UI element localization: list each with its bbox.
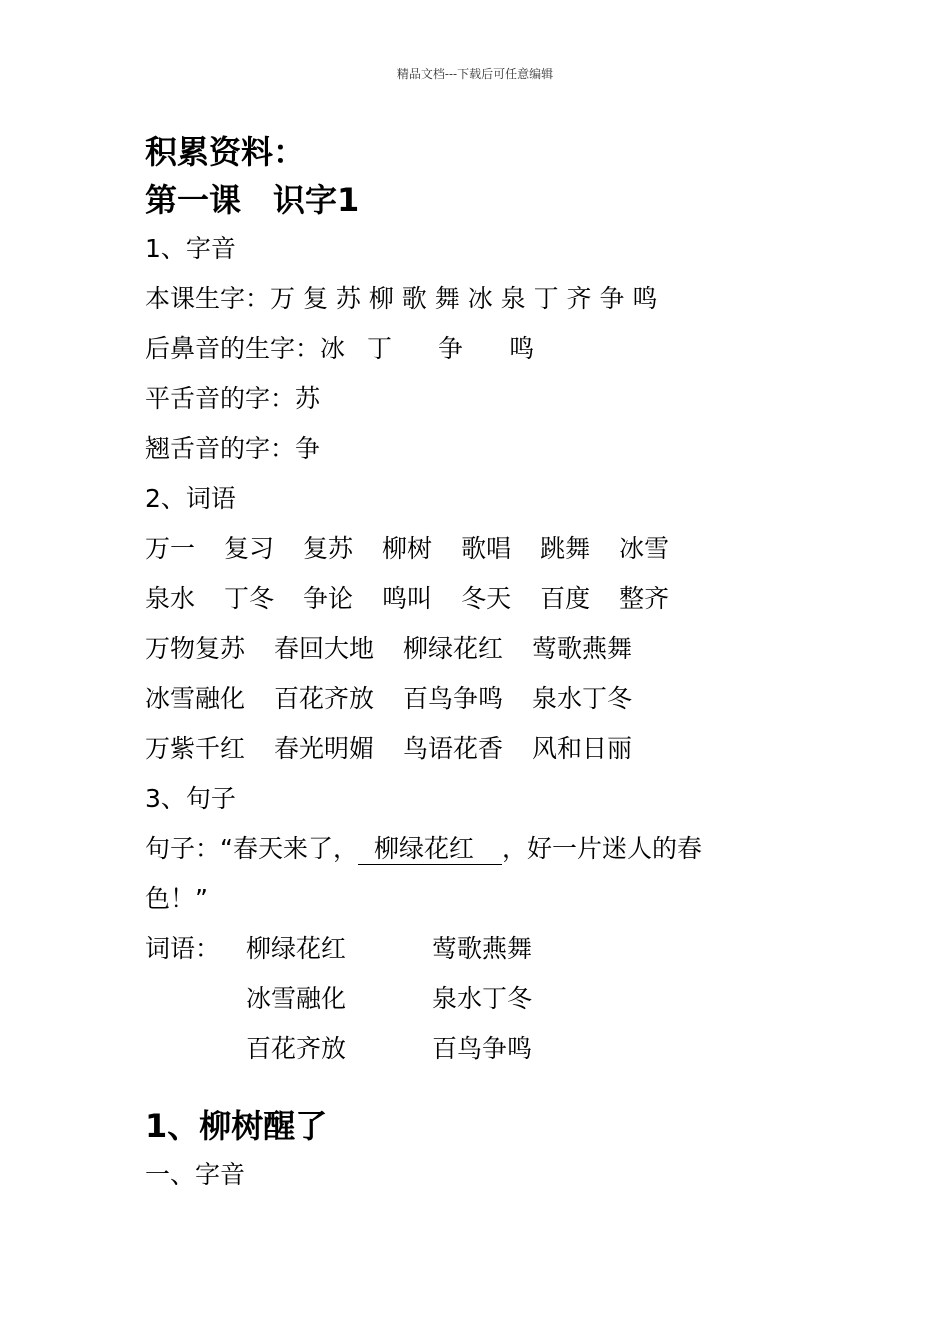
word-item: 复习 — [224, 534, 275, 563]
idiom-item: 春光明媚 — [274, 734, 375, 763]
vocab-item: 泉水丁冬 — [432, 984, 533, 1013]
idiom-item: 风和日丽 — [532, 734, 633, 763]
new-chars-label: 本课生字： — [145, 284, 271, 313]
section-spacer — [145, 1074, 845, 1102]
page-header: 精品文档---下载后可任意编辑 — [396, 67, 554, 81]
word-item: 争论 — [303, 584, 354, 613]
main-title: 积累资料： — [145, 133, 306, 171]
sentence-prefix: 句子：“春天来了， — [145, 834, 358, 863]
word-item: 复苏 — [303, 534, 354, 563]
word-item: 泉水 — [145, 584, 196, 613]
word-item: 万一 — [145, 534, 196, 563]
back-nasal-char: 鸣 — [509, 334, 535, 363]
vocab-item: 莺歌燕舞 — [432, 934, 533, 963]
section-sentence-title: 3、句子 — [145, 784, 236, 813]
idiom-item: 百鸟争鸣 — [403, 684, 504, 713]
word-item: 整齐 — [619, 584, 670, 613]
word-item: 歌唱 — [461, 534, 512, 563]
idiom-item: 万物复苏 — [145, 634, 246, 663]
sentence-blank: 柳绿花红 — [358, 834, 502, 865]
idiom-item: 柳绿花红 — [403, 634, 504, 663]
new-chars-list: 万 复 苏 柳 歌 舞 冰 泉 丁 齐 争 鸣 — [270, 284, 658, 313]
idiom-item: 鸟语花香 — [403, 734, 504, 763]
back-nasal-char: 丁 — [367, 334, 393, 363]
vocab-item: 冰雪融化 — [246, 984, 347, 1013]
vocab-item: 百花齐放 — [246, 1034, 347, 1063]
words-row — [145, 524, 845, 574]
idiom-item: 万紫千红 — [145, 734, 246, 763]
section-pronunciation-title: 1、字音 — [145, 234, 236, 263]
vocab-row — [145, 974, 845, 1024]
word-item: 丁冬 — [224, 584, 275, 613]
idiom-item: 泉水丁冬 — [532, 684, 633, 713]
vocab-item: 柳绿花红 — [246, 934, 347, 963]
back-nasal-label: 后鼻音的生字： — [145, 334, 321, 363]
lesson2-title: 1、柳树醒了 — [145, 1107, 328, 1145]
idioms-row — [145, 624, 845, 674]
word-item: 冰雪 — [619, 534, 670, 563]
flat-tongue-line: 平舌音的字：苏 — [145, 384, 321, 413]
sentence-line — [145, 824, 845, 874]
back-nasal-line — [145, 324, 845, 374]
lesson2-section-title: 一、字音 — [145, 1160, 246, 1189]
lesson1-title: 第一课 识字1 — [145, 181, 360, 219]
vocab-row — [145, 924, 845, 974]
words-row — [145, 574, 845, 624]
sentence-end-line: 色！” — [145, 884, 208, 913]
document-body — [145, 128, 845, 1200]
curled-tongue-line: 翘舌音的字：争 — [145, 434, 321, 463]
idiom-item: 莺歌燕舞 — [532, 634, 633, 663]
sentence-suffix: ，好一片迷人的春 — [501, 834, 702, 863]
back-nasal-char: 冰 — [320, 334, 346, 363]
word-item: 跳舞 — [540, 534, 591, 563]
back-nasal-char: 争 — [438, 334, 464, 363]
vocab-row — [145, 1024, 845, 1074]
word-item: 柳树 — [382, 534, 433, 563]
idiom-item: 冰雪融化 — [145, 684, 246, 713]
word-item: 鸣叫 — [382, 584, 433, 613]
idiom-item: 春回大地 — [274, 634, 375, 663]
idiom-item: 百花齐放 — [274, 684, 375, 713]
vocab-label: 词语： — [145, 934, 221, 963]
idioms-row — [145, 674, 845, 724]
idioms-row — [145, 724, 845, 774]
vocab-item: 百鸟争鸣 — [432, 1034, 533, 1063]
word-item: 冬天 — [461, 584, 512, 613]
word-item: 百度 — [540, 584, 591, 613]
new-chars-line — [145, 274, 845, 324]
section-words-title: 2、词语 — [145, 484, 236, 513]
